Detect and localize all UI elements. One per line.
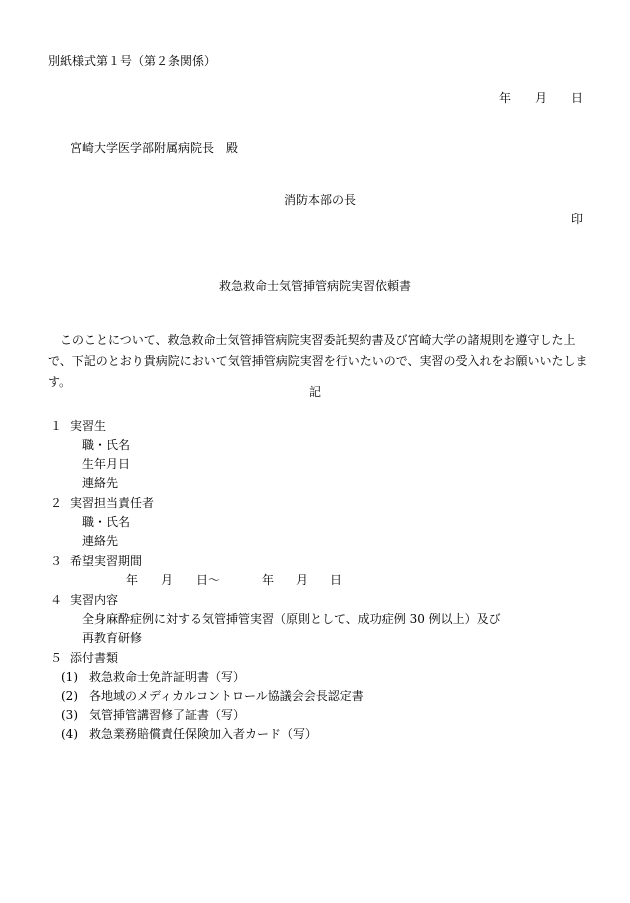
section-number: １ [50,419,63,433]
ki-heading: 記 [308,385,321,399]
section-title: 実習生 [70,419,107,433]
end-day: 日 [330,573,343,587]
field-label: 職・氏名 [82,515,131,529]
section-title: 実習担当責任者 [70,496,155,510]
date-line [499,91,583,105]
body-paragraph: このことについて、救急救命士気管挿管病院実習委託契約書及び宮崎大学の諸規則を遵守した上で、下記のとおり貴病院において気管挿管病院実習を行いたいので、実習の受入れをお願いいたします。 [48,333,588,389]
section-number: ４ [50,593,63,607]
sender: 消防本部の長 [284,193,357,207]
item-text: 救急救命士免許証明書（写） [89,670,246,684]
date-year: 年 [498,91,511,105]
start-day: 日〜 [196,573,221,587]
field-label: 生年月日 [82,457,131,471]
start-month: 月 [161,573,174,587]
item-number: (3) [61,708,78,722]
document-title: 救急救命士気管挿管病院実習依頼書 [218,279,411,293]
item-text: 各地域のメディカルコントロール協議会会長認定書 [89,689,364,703]
form-label: 別紙様式第１号（第２条関係） [48,54,217,68]
end-month: 月 [296,573,309,587]
seal-mark: 印 [570,212,583,226]
item-number: (4) [61,727,78,741]
start-year: 年 [126,573,139,587]
item-text: 救急業務賠償責任保険加入者カード（写） [89,727,318,741]
addressee: 宮崎大学医学部附属病院長 殿 [70,141,239,155]
field-label: 連絡先 [82,534,119,548]
section-title: 希望実習期間 [70,554,143,568]
end-year: 年 [262,573,275,587]
date-month: 月 [534,91,547,105]
section-number: ２ [50,496,63,510]
item-text: 気管挿管講習修了証書（写） [89,708,246,722]
content-text: 全身麻酔症例に対する気管挿管実習（原則として、成功症例 30 例以上）及び [82,612,501,626]
content-text: 再教育研修 [82,631,143,645]
item-number: (2) [61,689,78,703]
date-day: 日 [570,91,583,105]
section-number: ３ [50,554,63,568]
section-title: 添付書類 [70,651,119,665]
section-title: 実習内容 [70,593,119,607]
item-number: (1) [61,670,78,684]
field-label: 連絡先 [82,476,119,490]
section-number: ５ [50,651,63,665]
field-label: 職・氏名 [82,438,131,452]
